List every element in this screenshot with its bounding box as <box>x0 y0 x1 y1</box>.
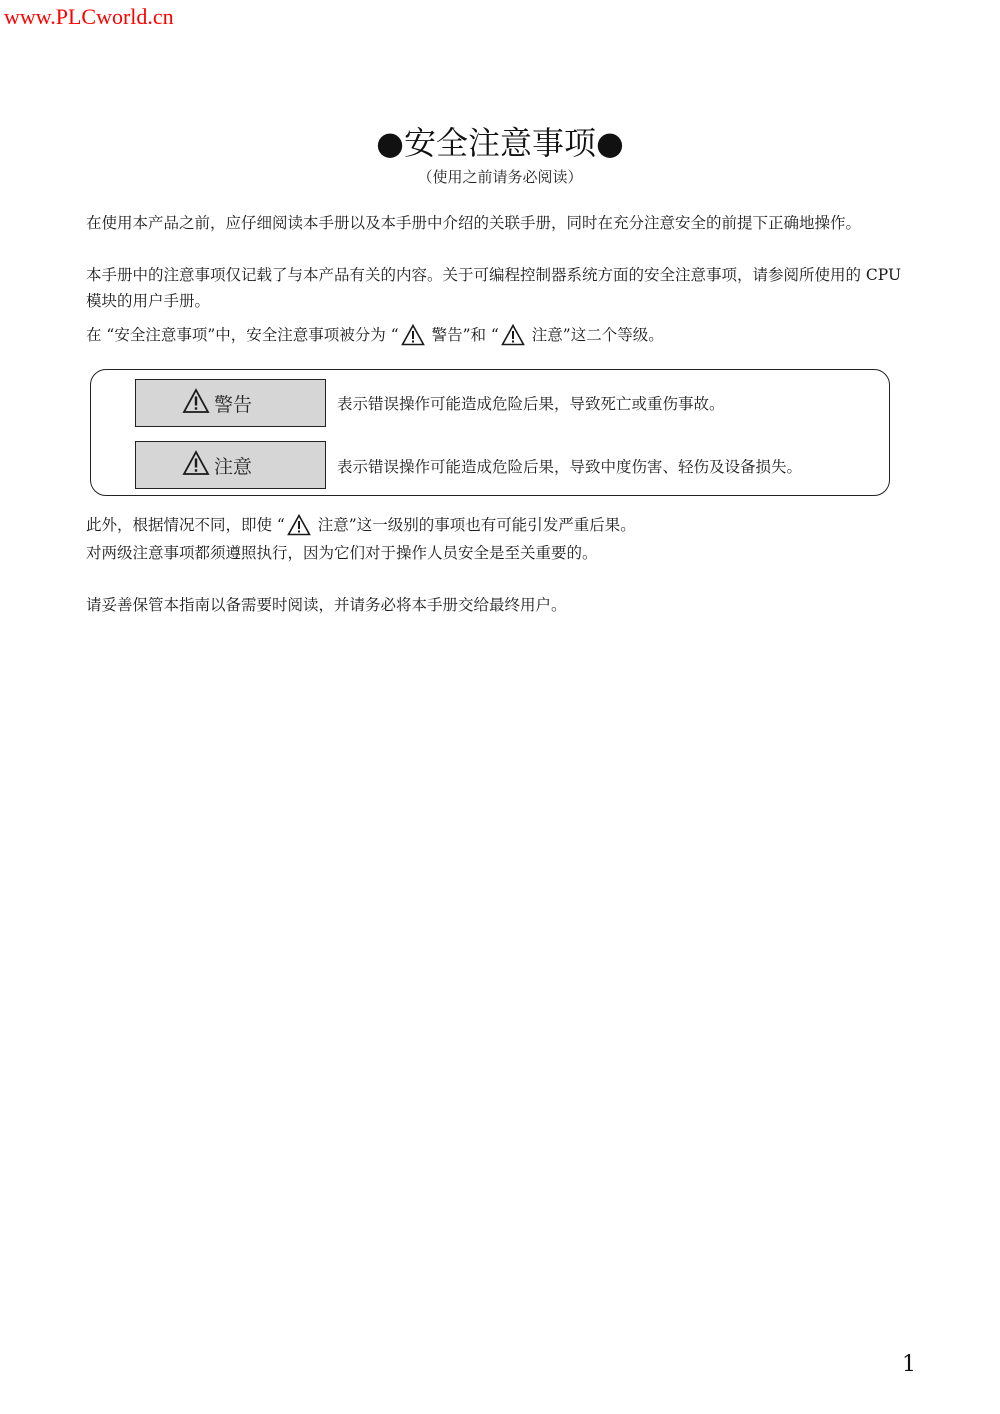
caution-label-box <box>135 441 326 489</box>
caution-level-text: 注意”这二个等级。 <box>526 326 664 344</box>
caution-description: 表示错误操作可能造成危险后果，导致中度伤害、轻伤及设备损失。 <box>337 458 803 476</box>
warning-triangle-icon <box>182 450 214 481</box>
warning-triangle-icon <box>501 324 525 354</box>
after-paragraph-3: 请妥善保管本指南以备需要时阅读，并请务必将本手册交给最终用户。 <box>86 596 567 614</box>
warning-level-text: 警告”和 “ <box>426 326 499 344</box>
intro-paragraph-1: 在使用本产品之前，应仔细阅读本手册以及本手册中介绍的关联手册，同时在充分注意安全的前提下正确地操作。 <box>86 214 862 232</box>
after-text-before: 此外，根据情况不同，即使 “ <box>86 516 285 534</box>
warning-label-box <box>135 379 326 427</box>
watermark-link[interactable]: www.PLCworld.cn <box>4 4 174 29</box>
after-paragraph-2: 对两级注意事项都须遵照执行，因为它们对于操作人员安全是至关重要的。 <box>86 544 598 562</box>
warning-triangle-icon <box>182 388 214 419</box>
page-number: 1 <box>902 1352 916 1377</box>
after-text-after: 注意”这一级别的事项也有可能引发严重后果。 <box>312 516 636 534</box>
warning-triangle-icon <box>401 324 425 354</box>
caution-label: 注意 <box>214 455 253 478</box>
levels-intro-text: 在 “安全注意事项”中，安全注意事项被分为 “ <box>86 326 399 344</box>
page-subtitle: （使用之前请务必阅读） <box>417 168 583 186</box>
intro-paragraph-2: 本手册中的注意事项仅记载了与本产品有关的内容。关于可编程控制器系统方面的安全注意事项，请参阅所使用的 CPU 模块的用户手册。 <box>86 266 902 310</box>
warning-description: 表示错误操作可能造成危险后果，导致死亡或重伤事故。 <box>337 395 725 413</box>
intro-paragraph-3 <box>86 322 916 354</box>
safety-levels-panel <box>90 369 890 496</box>
page-title: ●安全注意事项● <box>376 124 624 162</box>
warning-label: 警告 <box>214 393 253 416</box>
